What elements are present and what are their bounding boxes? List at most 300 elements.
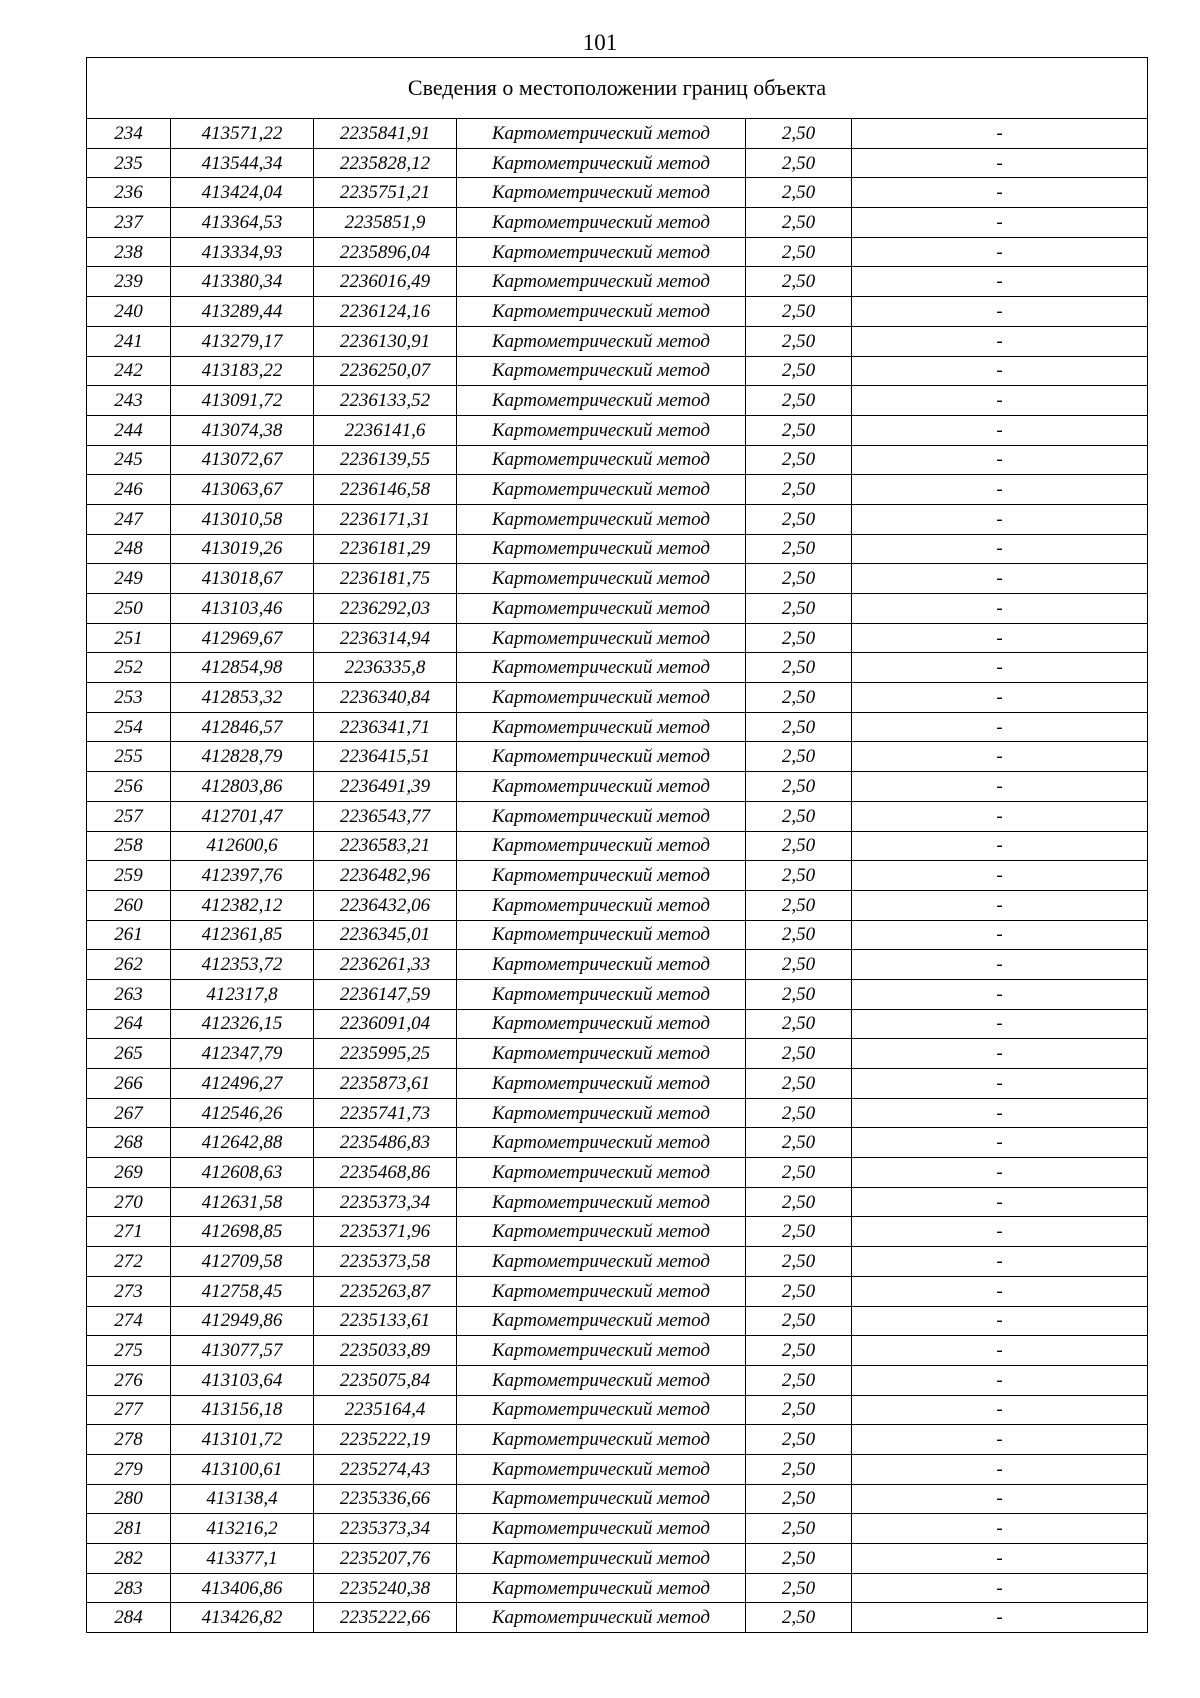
accuracy-cell: 2,50 [746,1365,852,1395]
table-row [87,237,1148,267]
table-row [87,356,1148,386]
y-coordinate-cell: 2235033,89 [314,1336,457,1366]
point-number-cell: 239 [87,267,171,297]
point-number-cell: 265 [87,1039,171,1069]
table-row [87,297,1148,327]
table-row [87,475,1148,505]
method-cell: Картометрический метод [457,623,746,653]
method-cell: Картометрический метод [457,653,746,683]
table-row [87,1276,1148,1306]
x-coordinate-cell: 412631,58 [171,1187,314,1217]
x-coordinate-cell: 413063,67 [171,475,314,505]
accuracy-cell: 2,50 [746,297,852,327]
y-coordinate-cell: 2235896,04 [314,237,457,267]
point-number-cell: 268 [87,1128,171,1158]
description-cell: - [852,653,1148,683]
x-coordinate-cell: 413216,2 [171,1514,314,1544]
y-coordinate-cell: 2236147,59 [314,979,457,1009]
method-cell: Картометрический метод [457,1514,746,1544]
accuracy-cell: 2,50 [746,831,852,861]
y-coordinate-cell: 2236415,51 [314,742,457,772]
table-row [87,1454,1148,1484]
table-row [87,445,1148,475]
x-coordinate-cell: 412803,86 [171,772,314,802]
method-cell: Картометрический метод [457,237,746,267]
point-number-cell: 256 [87,772,171,802]
description-cell: - [852,1039,1148,1069]
method-cell: Картометрический метод [457,1009,746,1039]
table-row [87,1009,1148,1039]
y-coordinate-cell: 2235133,61 [314,1306,457,1336]
x-coordinate-cell: 412326,15 [171,1009,314,1039]
x-coordinate-cell: 412382,12 [171,890,314,920]
x-coordinate-cell: 413103,46 [171,594,314,624]
table-row [87,1365,1148,1395]
table-row [87,1484,1148,1514]
accuracy-cell: 2,50 [746,534,852,564]
point-number-cell: 249 [87,564,171,594]
y-coordinate-cell: 2236543,77 [314,801,457,831]
method-cell: Картометрический метод [457,950,746,980]
y-coordinate-cell: 2235486,83 [314,1128,457,1158]
method-cell: Картометрический метод [457,683,746,713]
point-number-cell: 280 [87,1484,171,1514]
method-cell: Картометрический метод [457,1187,746,1217]
method-cell: Картометрический метод [457,534,746,564]
point-number-cell: 274 [87,1306,171,1336]
method-cell: Картометрический метод [457,267,746,297]
table-row [87,326,1148,356]
table-row [87,712,1148,742]
point-number-cell: 284 [87,1603,171,1633]
point-number-cell: 248 [87,534,171,564]
accuracy-cell: 2,50 [746,1069,852,1099]
description-cell: - [852,297,1148,327]
method-cell: Картометрический метод [457,1395,746,1425]
description-cell: - [852,1069,1148,1099]
method-cell: Картометрический метод [457,415,746,445]
point-number-cell: 246 [87,475,171,505]
y-coordinate-cell: 2235207,76 [314,1544,457,1574]
description-cell: - [852,1247,1148,1277]
description-cell: - [852,148,1148,178]
accuracy-cell: 2,50 [746,712,852,742]
table-row [87,119,1148,149]
y-coordinate-cell: 2236292,03 [314,594,457,624]
description-cell: - [852,1514,1148,1544]
description-cell: - [852,1573,1148,1603]
description-cell: - [852,415,1148,445]
y-coordinate-cell: 2235468,86 [314,1158,457,1188]
accuracy-cell: 2,50 [746,1484,852,1514]
description-cell: - [852,742,1148,772]
table-row [87,1098,1148,1128]
y-coordinate-cell: 2236432,06 [314,890,457,920]
method-cell: Картометрический метод [457,1425,746,1455]
description-cell: - [852,267,1148,297]
description-cell: - [852,772,1148,802]
point-number-cell: 235 [87,148,171,178]
y-coordinate-cell: 2235222,66 [314,1603,457,1633]
point-number-cell: 244 [87,415,171,445]
method-cell: Картометрический метод [457,1306,746,1336]
point-number-cell: 253 [87,683,171,713]
method-cell: Картометрический метод [457,1217,746,1247]
point-number-cell: 272 [87,1247,171,1277]
point-number-cell: 254 [87,712,171,742]
accuracy-cell: 2,50 [746,950,852,980]
point-number-cell: 276 [87,1365,171,1395]
table-row [87,148,1148,178]
accuracy-cell: 2,50 [746,1276,852,1306]
method-cell: Картометрический метод [457,178,746,208]
y-coordinate-cell: 2235841,91 [314,119,457,149]
y-coordinate-cell: 2235222,19 [314,1425,457,1455]
method-cell: Картометрический метод [457,1039,746,1069]
description-cell: - [852,1365,1148,1395]
x-coordinate-cell: 412853,32 [171,683,314,713]
method-cell: Картометрический метод [457,148,746,178]
table-body [87,119,1148,1633]
description-cell: - [852,623,1148,653]
method-cell: Картометрический метод [457,1098,746,1128]
description-cell: - [852,1098,1148,1128]
method-cell: Картометрический метод [457,386,746,416]
table-row [87,1306,1148,1336]
accuracy-cell: 2,50 [746,801,852,831]
description-cell: - [852,950,1148,980]
x-coordinate-cell: 412600,6 [171,831,314,861]
x-coordinate-cell: 412347,79 [171,1039,314,1069]
y-coordinate-cell: 2236171,31 [314,504,457,534]
table-row [87,1128,1148,1158]
method-cell: Картометрический метод [457,564,746,594]
x-coordinate-cell: 412846,57 [171,712,314,742]
x-coordinate-cell: 412854,98 [171,653,314,683]
description-cell: - [852,1187,1148,1217]
table-row [87,534,1148,564]
accuracy-cell: 2,50 [746,326,852,356]
y-coordinate-cell: 2236340,84 [314,683,457,713]
y-coordinate-cell: 2235336,66 [314,1484,457,1514]
point-number-cell: 259 [87,861,171,891]
accuracy-cell: 2,50 [746,1514,852,1544]
x-coordinate-cell: 413156,18 [171,1395,314,1425]
accuracy-cell: 2,50 [746,1128,852,1158]
y-coordinate-cell: 2236016,49 [314,267,457,297]
table-row [87,979,1148,1009]
x-coordinate-cell: 413424,04 [171,178,314,208]
accuracy-cell: 2,50 [746,445,852,475]
x-coordinate-cell: 413072,67 [171,445,314,475]
y-coordinate-cell: 2236139,55 [314,445,457,475]
description-cell: - [852,861,1148,891]
table-row [87,1039,1148,1069]
table-row [87,1573,1148,1603]
table-row [87,1247,1148,1277]
y-coordinate-cell: 2236482,96 [314,861,457,891]
method-cell: Картометрический метод [457,920,746,950]
point-number-cell: 251 [87,623,171,653]
point-number-cell: 241 [87,326,171,356]
method-cell: Картометрический метод [457,1573,746,1603]
method-cell: Картометрический метод [457,356,746,386]
x-coordinate-cell: 413074,38 [171,415,314,445]
y-coordinate-cell: 2235263,87 [314,1276,457,1306]
x-coordinate-cell: 412758,45 [171,1276,314,1306]
method-cell: Картометрический метод [457,297,746,327]
x-coordinate-cell: 413544,34 [171,148,314,178]
y-coordinate-cell: 2236130,91 [314,326,457,356]
description-cell: - [852,1484,1148,1514]
x-coordinate-cell: 412828,79 [171,742,314,772]
table-row [87,831,1148,861]
method-cell: Картометрический метод [457,208,746,238]
point-number-cell: 267 [87,1098,171,1128]
x-coordinate-cell: 413377,1 [171,1544,314,1574]
table-row [87,920,1148,950]
accuracy-cell: 2,50 [746,772,852,802]
table-row [87,801,1148,831]
point-number-cell: 266 [87,1069,171,1099]
x-coordinate-cell: 412353,72 [171,950,314,980]
method-cell: Картометрический метод [457,1365,746,1395]
table-title: Сведения о местоположении границ объекта [87,58,1148,119]
description-cell: - [852,683,1148,713]
x-coordinate-cell: 412496,27 [171,1069,314,1099]
x-coordinate-cell: 413183,22 [171,356,314,386]
y-coordinate-cell: 2236341,71 [314,712,457,742]
description-cell: - [852,504,1148,534]
description-cell: - [852,712,1148,742]
point-number-cell: 283 [87,1573,171,1603]
y-coordinate-cell: 2235828,12 [314,148,457,178]
page-number: 101 [582,30,618,55]
y-coordinate-cell: 2236133,52 [314,386,457,416]
x-coordinate-cell: 412701,47 [171,801,314,831]
method-cell: Картометрический метод [457,712,746,742]
y-coordinate-cell: 2235164,4 [314,1395,457,1425]
x-coordinate-cell: 412361,85 [171,920,314,950]
accuracy-cell: 2,50 [746,653,852,683]
table-row [87,1425,1148,1455]
point-number-cell: 252 [87,653,171,683]
accuracy-cell: 2,50 [746,1158,852,1188]
accuracy-cell: 2,50 [746,1187,852,1217]
y-coordinate-cell: 2235240,38 [314,1573,457,1603]
accuracy-cell: 2,50 [746,237,852,267]
x-coordinate-cell: 413101,72 [171,1425,314,1455]
point-number-cell: 258 [87,831,171,861]
y-coordinate-cell: 2236146,58 [314,475,457,505]
description-cell: - [852,890,1148,920]
y-coordinate-cell: 2236314,94 [314,623,457,653]
method-cell: Картометрический метод [457,1247,746,1277]
method-cell: Картометрический метод [457,1603,746,1633]
point-number-cell: 238 [87,237,171,267]
description-cell: - [852,208,1148,238]
point-number-cell: 275 [87,1336,171,1366]
accuracy-cell: 2,50 [746,475,852,505]
x-coordinate-cell: 413010,58 [171,504,314,534]
point-number-cell: 250 [87,594,171,624]
accuracy-cell: 2,50 [746,979,852,1009]
method-cell: Картометрический метод [457,119,746,149]
accuracy-cell: 2,50 [746,1603,852,1633]
y-coordinate-cell: 2235995,25 [314,1039,457,1069]
accuracy-cell: 2,50 [746,1009,852,1039]
method-cell: Картометрический метод [457,1069,746,1099]
table-row [87,1336,1148,1366]
method-cell: Картометрический метод [457,1544,746,1574]
table-row [87,1603,1148,1633]
description-cell: - [852,1306,1148,1336]
y-coordinate-cell: 2236583,21 [314,831,457,861]
accuracy-cell: 2,50 [746,920,852,950]
x-coordinate-cell: 413406,86 [171,1573,314,1603]
x-coordinate-cell: 413100,61 [171,1454,314,1484]
description-cell: - [852,564,1148,594]
accuracy-cell: 2,50 [746,1098,852,1128]
method-cell: Картометрический метод [457,504,746,534]
y-coordinate-cell: 2235373,34 [314,1187,457,1217]
description-cell: - [852,1454,1148,1484]
point-number-cell: 261 [87,920,171,950]
description-cell: - [852,237,1148,267]
y-coordinate-cell: 2235873,61 [314,1069,457,1099]
x-coordinate-cell: 413289,44 [171,297,314,327]
description-cell: - [852,1603,1148,1633]
accuracy-cell: 2,50 [746,594,852,624]
y-coordinate-cell: 2236250,07 [314,356,457,386]
x-coordinate-cell: 412397,76 [171,861,314,891]
point-number-cell: 270 [87,1187,171,1217]
accuracy-cell: 2,50 [746,267,852,297]
y-coordinate-cell: 2236181,29 [314,534,457,564]
point-number-cell: 264 [87,1009,171,1039]
table-row [87,1395,1148,1425]
table-row [87,564,1148,594]
table-row [87,1158,1148,1188]
accuracy-cell: 2,50 [746,623,852,653]
accuracy-cell: 2,50 [746,119,852,149]
y-coordinate-cell: 2235075,84 [314,1365,457,1395]
accuracy-cell: 2,50 [746,504,852,534]
point-number-cell: 271 [87,1217,171,1247]
method-cell: Картометрический метод [457,801,746,831]
y-coordinate-cell: 2236091,04 [314,1009,457,1039]
x-coordinate-cell: 413380,34 [171,267,314,297]
method-cell: Картометрический метод [457,1158,746,1188]
point-number-cell: 278 [87,1425,171,1455]
x-coordinate-cell: 413334,93 [171,237,314,267]
point-number-cell: 236 [87,178,171,208]
accuracy-cell: 2,50 [746,564,852,594]
point-number-cell: 257 [87,801,171,831]
table-row [87,683,1148,713]
y-coordinate-cell: 2236335,8 [314,653,457,683]
point-number-cell: 262 [87,950,171,980]
accuracy-cell: 2,50 [746,1247,852,1277]
accuracy-cell: 2,50 [746,1039,852,1069]
point-number-cell: 277 [87,1395,171,1425]
y-coordinate-cell: 2235373,58 [314,1247,457,1277]
description-cell: - [852,356,1148,386]
y-coordinate-cell: 2235274,43 [314,1454,457,1484]
point-number-cell: 247 [87,504,171,534]
table-row [87,742,1148,772]
y-coordinate-cell: 2236345,01 [314,920,457,950]
point-number-cell: 260 [87,890,171,920]
table-row [87,178,1148,208]
accuracy-cell: 2,50 [746,1306,852,1336]
accuracy-cell: 2,50 [746,742,852,772]
description-cell: - [852,326,1148,356]
accuracy-cell: 2,50 [746,178,852,208]
x-coordinate-cell: 413077,57 [171,1336,314,1366]
point-number-cell: 282 [87,1544,171,1574]
table-row [87,861,1148,891]
description-cell: - [852,1009,1148,1039]
method-cell: Картометрический метод [457,475,746,505]
table-row [87,1514,1148,1544]
accuracy-cell: 2,50 [746,148,852,178]
description-cell: - [852,1158,1148,1188]
point-number-cell: 279 [87,1454,171,1484]
x-coordinate-cell: 412949,86 [171,1306,314,1336]
description-cell: - [852,445,1148,475]
x-coordinate-cell: 413018,67 [171,564,314,594]
point-number-cell: 273 [87,1276,171,1306]
table-row [87,1217,1148,1247]
point-number-cell: 255 [87,742,171,772]
point-number-cell: 234 [87,119,171,149]
description-cell: - [852,386,1148,416]
point-number-cell: 243 [87,386,171,416]
description-cell: - [852,594,1148,624]
table-row [87,1069,1148,1099]
table-row [87,653,1148,683]
x-coordinate-cell: 412642,88 [171,1128,314,1158]
method-cell: Картометрический метод [457,1276,746,1306]
accuracy-cell: 2,50 [746,208,852,238]
method-cell: Картометрический метод [457,890,746,920]
accuracy-cell: 2,50 [746,1425,852,1455]
y-coordinate-cell: 2236124,16 [314,297,457,327]
point-number-cell: 237 [87,208,171,238]
x-coordinate-cell: 413364,53 [171,208,314,238]
y-coordinate-cell: 2235373,34 [314,1514,457,1544]
description-cell: - [852,831,1148,861]
method-cell: Картометрический метод [457,831,746,861]
description-cell: - [852,920,1148,950]
table-row [87,267,1148,297]
method-cell: Картометрический метод [457,1454,746,1484]
x-coordinate-cell: 413571,22 [171,119,314,149]
y-coordinate-cell: 2236141,6 [314,415,457,445]
table-row [87,504,1148,534]
accuracy-cell: 2,50 [746,356,852,386]
y-coordinate-cell: 2236261,33 [314,950,457,980]
description-cell: - [852,178,1148,208]
table-row [87,594,1148,624]
method-cell: Картометрический метод [457,772,746,802]
table-row [87,386,1148,416]
point-number-cell: 269 [87,1158,171,1188]
method-cell: Картометрический метод [457,1128,746,1158]
accuracy-cell: 2,50 [746,1454,852,1484]
description-cell: - [852,1336,1148,1366]
